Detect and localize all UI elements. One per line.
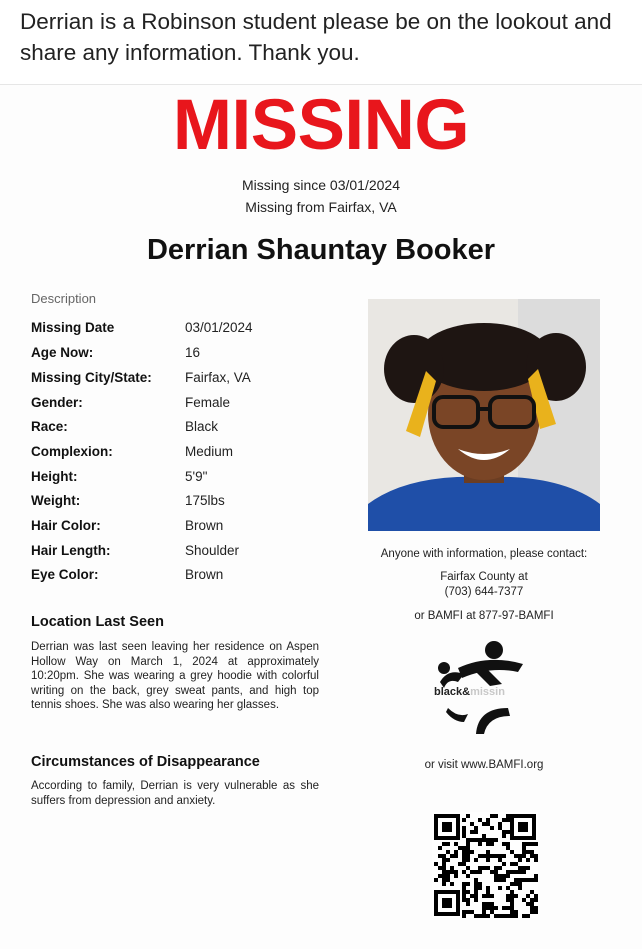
detail-value: Female: [185, 395, 231, 410]
detail-row: [31, 395, 351, 415]
qr-module: [454, 874, 458, 878]
qr-module: [474, 858, 478, 862]
qr-module: [530, 890, 534, 894]
qr-module: [494, 838, 498, 842]
qr-module: [474, 826, 478, 830]
qr-module: [502, 914, 506, 918]
qr-module: [506, 818, 510, 822]
qr-module: [498, 858, 502, 862]
qr-module: [518, 866, 522, 870]
detail-row: [31, 543, 351, 563]
qr-module: [518, 886, 522, 890]
qr-module: [462, 890, 466, 894]
qr-module: [526, 858, 530, 862]
qr-module: [494, 814, 498, 818]
qr-module: [442, 854, 446, 858]
qr-module: [478, 914, 482, 918]
qr-module: [498, 886, 502, 890]
qr-code[interactable]: [432, 812, 538, 918]
logo-text: black&: [434, 686, 471, 698]
qr-module: [510, 910, 514, 914]
qr-module: [462, 818, 466, 822]
qr-module: [530, 842, 534, 846]
qr-module: [510, 850, 514, 854]
qr-module: [482, 822, 486, 826]
qr-module: [462, 826, 466, 830]
qr-module: [494, 878, 498, 882]
qr-module: [522, 842, 526, 846]
qr-module: [442, 874, 446, 878]
qr-module: [534, 878, 538, 882]
qr-module: [502, 874, 506, 878]
qr-module: [490, 902, 494, 906]
contact-agency-name: Fairfax County at: [440, 571, 528, 583]
qr-module: [482, 914, 486, 918]
qr-module: [474, 838, 478, 842]
qr-module: [494, 874, 498, 878]
qr-module: [498, 878, 502, 882]
qr-module: [470, 838, 474, 842]
detail-value: Fairfax, VA: [185, 370, 251, 385]
qr-module: [486, 890, 490, 894]
qr-module: [466, 842, 470, 846]
detail-row: [31, 320, 351, 340]
location-text: Derrian was last seen leaving her residence on Aspen Hollow Way on March 1, 2024 at approximately 10:20pm. She was wearing a grey hoodie with colorful writing on the back, grey sweat pants, and high top tennis shoes. She was also wearing her glasses.: [31, 641, 319, 711]
qr-module: [454, 850, 458, 854]
qr-module: [462, 914, 466, 918]
qr-module: [458, 862, 462, 866]
qr-module: [494, 870, 498, 874]
qr-module: [522, 878, 526, 882]
qr-module: [470, 894, 474, 898]
qr-module: [462, 894, 466, 898]
qr-module: [510, 882, 514, 886]
qr-module: [530, 906, 534, 910]
qr-module: [470, 870, 474, 874]
qr-module: [446, 878, 450, 882]
qr-module: [474, 898, 478, 902]
qr-module: [482, 902, 486, 906]
qr-module: [526, 878, 530, 882]
qr-module: [462, 834, 466, 838]
qr-module: [478, 838, 482, 842]
qr-module: [490, 906, 494, 910]
qr-module: [462, 886, 466, 890]
qr-module: [490, 854, 494, 858]
qr-module: [482, 834, 486, 838]
qr-module: [478, 842, 482, 846]
qr-module: [534, 910, 538, 914]
qr-module: [474, 870, 478, 874]
qr-module: [514, 914, 518, 918]
detail-label: Hair Color:: [31, 518, 101, 533]
detail-row: [31, 419, 351, 439]
qr-module: [446, 842, 450, 846]
qr-module: [518, 870, 522, 874]
qr-module: [478, 854, 482, 858]
qr-module: [498, 826, 502, 830]
qr-module: [510, 890, 514, 894]
qr-module: [506, 914, 510, 918]
person-name: Derrian Shauntay Booker: [146, 234, 496, 266]
detail-row: [31, 567, 351, 587]
qr-module: [526, 850, 530, 854]
qr-module: [478, 882, 482, 886]
qr-module: [474, 914, 478, 918]
qr-module: [506, 830, 510, 834]
qr-module: [490, 894, 494, 898]
detail-value: Black: [185, 419, 219, 434]
qr-module: [442, 842, 446, 846]
qr-module: [502, 842, 506, 846]
qr-module: [522, 854, 526, 858]
qr-module: [454, 854, 458, 858]
qr-module: [506, 906, 510, 910]
qr-module: [482, 894, 486, 898]
detail-label: Weight:: [31, 493, 81, 508]
detail-value: 5'9": [185, 469, 208, 484]
qr-module: [454, 870, 458, 874]
description-heading: Description: [31, 291, 97, 306]
qr-module: [518, 858, 522, 862]
qr-module: [494, 866, 498, 870]
qr-module: [526, 914, 530, 918]
qr-module: [534, 858, 538, 862]
qr-module: [478, 870, 482, 874]
qr-module: [470, 850, 474, 854]
qr-module: [510, 870, 514, 874]
qr-module: [498, 854, 502, 858]
qr-module: [466, 882, 470, 886]
qr-module: [466, 850, 470, 854]
qr-module: [434, 878, 438, 882]
qr-module: [442, 866, 446, 870]
qr-module: [490, 870, 494, 874]
detail-value: Shoulder: [185, 543, 240, 558]
qr-module: [462, 870, 466, 874]
detail-value: 16: [185, 345, 201, 360]
qr-module: [490, 842, 494, 846]
qr-module: [434, 862, 438, 866]
qr-module: [502, 906, 506, 910]
detail-label: Age Now:: [31, 345, 94, 360]
qr-module: [494, 854, 498, 858]
detail-value: 175lbs: [185, 493, 225, 508]
qr-module: [482, 866, 486, 870]
qr-module: [474, 882, 478, 886]
black-and-missing-logo: [418, 638, 548, 738]
qr-module: [470, 910, 474, 914]
qr-module: [506, 874, 510, 878]
qr-module: [486, 838, 490, 842]
qr-module: [522, 870, 526, 874]
qr-module: [486, 818, 490, 822]
qr-module: [498, 914, 502, 918]
qr-module: [466, 890, 470, 894]
qr-module: [438, 854, 442, 858]
qr-module: [470, 830, 474, 834]
qr-module: [462, 862, 466, 866]
detail-label: Height:: [31, 469, 78, 484]
qr-module: [502, 878, 506, 882]
qr-module: [530, 910, 534, 914]
qr-module: [514, 878, 518, 882]
visit-website[interactable]: or visit www.BAMFI.org: [424, 759, 544, 771]
qr-module: [506, 894, 510, 898]
qr-module: [438, 874, 442, 878]
qr-module: [502, 834, 506, 838]
qr-module: [482, 838, 486, 842]
qr-module: [526, 894, 530, 898]
qr-module: [502, 854, 506, 858]
qr-module: [446, 870, 450, 874]
detail-row: [31, 518, 351, 538]
detail-row: [31, 469, 351, 489]
qr-module: [498, 822, 502, 826]
qr-module: [486, 914, 490, 918]
circumstances-text: According to family, Derrian is very vulnerable as she suffers from depression and anxiety.: [31, 780, 319, 807]
detail-label: Gender:: [31, 395, 83, 410]
qr-module: [506, 842, 510, 846]
missing-since: Missing since 03/01/2024: [242, 177, 400, 193]
detail-label: Complexion:: [31, 444, 113, 459]
qr-module: [510, 894, 514, 898]
qr-module: [514, 882, 518, 886]
qr-module: [470, 822, 474, 826]
logo-text-faded: missin: [470, 686, 505, 698]
qr-module: [514, 854, 518, 858]
qr-module: [478, 866, 482, 870]
qr-module: [446, 874, 450, 878]
qr-module: [486, 886, 490, 890]
qr-module: [534, 894, 538, 898]
qr-module: [506, 870, 510, 874]
qr-module: [466, 866, 470, 870]
qr-module: [458, 846, 462, 850]
qr-module: [502, 862, 506, 866]
qr-module: [466, 874, 470, 878]
qr-module: [530, 854, 534, 858]
detail-value: 03/01/2024: [185, 320, 253, 335]
detail-label: Eye Color:: [31, 567, 99, 582]
qr-module: [522, 914, 526, 918]
qr-module: [502, 830, 506, 834]
qr-module: [502, 818, 506, 822]
qr-module: [518, 882, 522, 886]
qr-module: [442, 870, 446, 874]
detail-row: [31, 345, 351, 365]
qr-module: [530, 898, 534, 902]
qr-module: [510, 906, 514, 910]
qr-module: [514, 862, 518, 866]
qr-module: [518, 854, 522, 858]
qr-module: [438, 866, 442, 870]
detail-label: Hair Length:: [31, 543, 111, 558]
qr-module: [462, 858, 466, 862]
qr-module: [478, 886, 482, 890]
qr-module: [466, 814, 470, 818]
qr-module: [474, 890, 478, 894]
qr-module: [450, 870, 454, 874]
qr-module: [442, 882, 446, 886]
qr-module: [466, 898, 470, 902]
qr-module: [526, 866, 530, 870]
qr-module: [450, 882, 454, 886]
detail-row: [31, 444, 351, 464]
qr-module: [534, 874, 538, 878]
qr-module: [462, 882, 466, 886]
qr-module: [526, 842, 530, 846]
qr-module: [530, 902, 534, 906]
qr-module: [442, 862, 446, 866]
qr-module: [534, 906, 538, 910]
qr-module: [526, 902, 530, 906]
qr-module: [474, 886, 478, 890]
detail-label: Missing Date: [31, 320, 115, 335]
qr-module: [506, 886, 510, 890]
detail-value: Brown: [185, 567, 224, 582]
contact-bamfi[interactable]: or BAMFI at 877-97-BAMFI: [414, 610, 554, 622]
qr-module: [466, 910, 470, 914]
qr-module: [514, 870, 518, 874]
qr-module: [462, 830, 466, 834]
post-caption: Derrian is a Robinson student please be on the lookout and share any information. Thank you.: [20, 9, 612, 65]
qr-module: [486, 894, 490, 898]
qr-module: [486, 842, 490, 846]
qr-module: [466, 846, 470, 850]
qr-module: [534, 842, 538, 846]
qr-module: [490, 910, 494, 914]
qr-module: [486, 822, 490, 826]
qr-module: [474, 830, 478, 834]
contact-intro: Anyone with information, please contact:: [380, 548, 588, 560]
qr-module: [486, 850, 490, 854]
qr-module: [510, 862, 514, 866]
qr-module: [486, 866, 490, 870]
qr-module: [522, 898, 526, 902]
qr-module: [514, 894, 518, 898]
qr-module: [494, 906, 498, 910]
location-heading: Location Last Seen: [31, 614, 164, 630]
flyer-title: MISSING: [172, 86, 470, 165]
qr-module: [514, 910, 518, 914]
qr-module: [446, 858, 450, 862]
qr-module: [530, 878, 534, 882]
qr-module: [522, 866, 526, 870]
detail-value: Medium: [185, 444, 234, 459]
person-photo: [368, 299, 600, 531]
detail-label: Race:: [31, 419, 68, 434]
qr-module: [494, 914, 498, 918]
qr-module: [498, 866, 502, 870]
qr-module: [482, 854, 486, 858]
qr-module: [466, 858, 470, 862]
qr-module: [466, 838, 470, 842]
qr-module: [486, 858, 490, 862]
qr-module: [450, 854, 454, 858]
qr-module: [454, 842, 458, 846]
contact-agency: [360, 570, 608, 600]
qr-module: [510, 898, 514, 902]
qr-module: [490, 814, 494, 818]
qr-module: [522, 846, 526, 850]
qr-module: [486, 906, 490, 910]
circumstances-heading: Circumstances of Disappearance: [31, 754, 260, 770]
qr-module: [534, 898, 538, 902]
qr-module: [486, 854, 490, 858]
qr-module: [490, 826, 494, 830]
detail-value: Brown: [185, 518, 224, 533]
detail-row: [31, 493, 351, 513]
qr-module: [462, 850, 466, 854]
qr-module: [466, 902, 470, 906]
qr-module: [482, 910, 486, 914]
qr-module: [438, 846, 442, 850]
qr-module: [442, 858, 446, 862]
missing-from: Missing from Fairfax, VA: [245, 199, 397, 215]
qr-module: [490, 838, 494, 842]
qr-module: [506, 814, 510, 818]
qr-module: [466, 854, 470, 858]
qr-module: [506, 846, 510, 850]
qr-module: [486, 902, 490, 906]
contact-phone[interactable]: (703) 644-7377: [444, 586, 524, 598]
qr-module: [530, 850, 534, 854]
qr-module: [478, 818, 482, 822]
qr-module: [510, 902, 514, 906]
qr-module: [446, 850, 450, 854]
qr-module: [462, 846, 466, 850]
detail-label: Missing City/State:: [31, 370, 152, 385]
qr-module: [442, 878, 446, 882]
qr-module: [518, 878, 522, 882]
qr-module: [506, 898, 510, 902]
qr-module: [450, 866, 454, 870]
qr-module: [510, 914, 514, 918]
qr-module: [474, 894, 478, 898]
detail-row: [31, 370, 351, 390]
qr-module: [482, 906, 486, 910]
qr-module: [462, 854, 466, 858]
qr-module: [462, 898, 466, 902]
qr-module: [462, 910, 466, 914]
qr-module: [498, 874, 502, 878]
qr-module: [474, 878, 478, 882]
qr-module: [534, 854, 538, 858]
qr-module: [522, 850, 526, 854]
